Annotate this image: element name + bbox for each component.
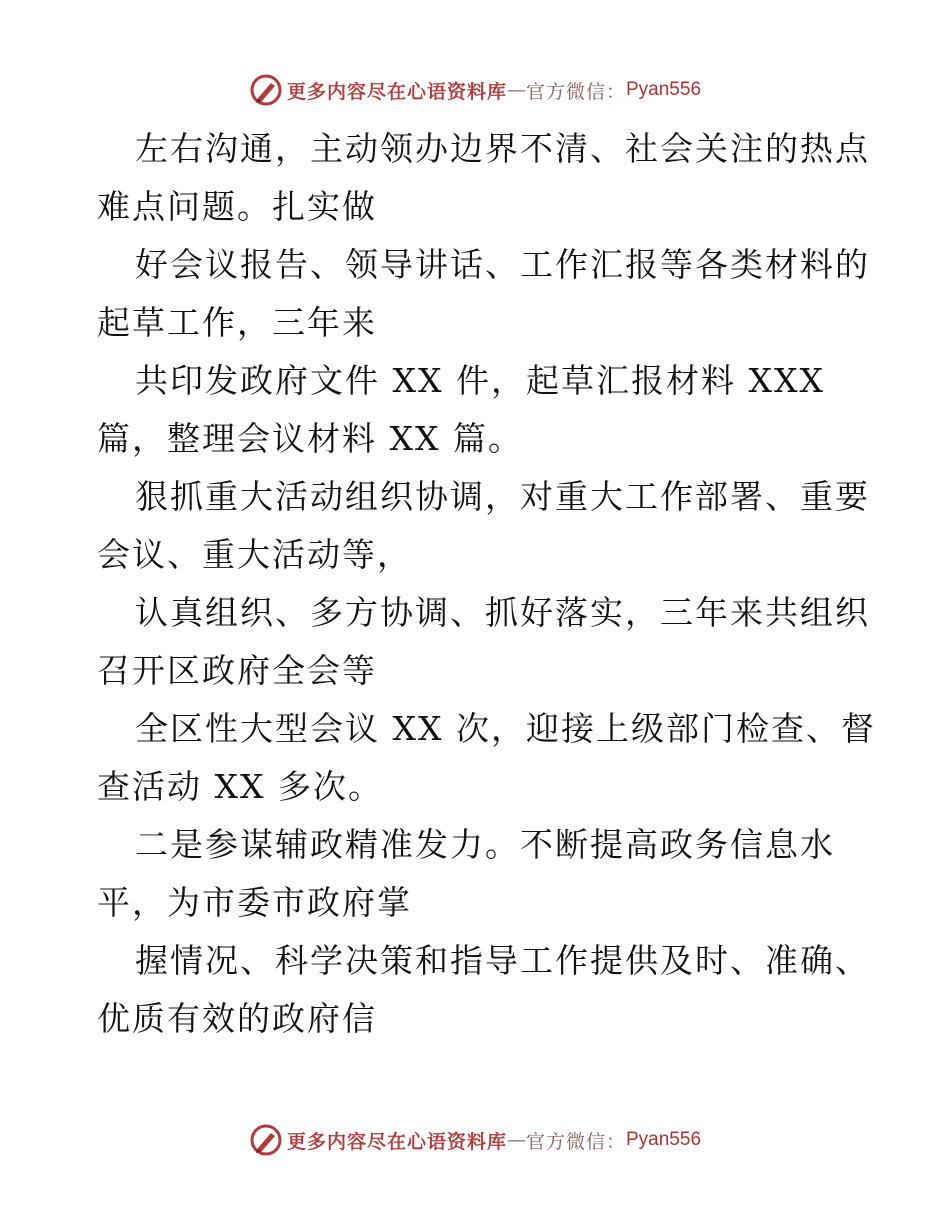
document-body [97,120,876,1048]
pen-logo-icon [249,1123,283,1157]
header-wechat-id: Pyan556 [626,79,702,100]
footer-wechat-id: Pyan556 [626,1129,702,1150]
text-line: 查活动 XX 多次。 [97,767,383,806]
text-line: 优质有效的政府信 [97,999,377,1038]
text-line: 狠抓重大活动组织协调，对重大工作部署、重要 [135,477,870,516]
text-line: 好会议报告、领导讲话、工作汇报等各类材料的 [135,245,870,284]
text-line: 全区性大型会议 XX 次，迎接上级部门检查、督 [135,709,876,748]
text-line: 左右沟通，主动领办边界不清、社会关注的热点 [135,129,870,168]
footer-separator: — [506,1129,526,1151]
pen-logo-icon [249,73,283,107]
footer-wechat-label: 官方微信： [525,1130,626,1153]
text-line: 认真组织、多方协调、抓好落实，三年来共组织 [135,593,870,632]
text-line: 起草工作，三年来 [97,303,377,342]
header-separator: — [506,79,526,101]
text-line: 二是参谋辅政精准发力。不断提高政务信息水 [135,825,835,864]
text-line: 平，为市委市政府掌 [97,883,412,922]
text-line: 召开区政府全会等 [97,651,377,690]
footer-brand-text: 更多内容尽在心语资料库 [286,1130,507,1153]
text-line: 会议、重大活动等， [97,535,412,574]
footer-banner [0,1120,950,1160]
text-line: 篇，整理会议材料 XX 篇。 [97,419,523,458]
text-line: 难点问题。扎实做 [97,187,377,226]
header-brand-text: 更多内容尽在心语资料库 [286,80,507,103]
text-line: 握情况、科学决策和指导工作提供及时、准确、 [135,941,870,980]
text-line: 共印发政府文件 XX 件，起草汇报材料 XXX [135,361,825,400]
header-wechat-label: 官方微信： [525,80,626,103]
header-banner [0,70,950,110]
